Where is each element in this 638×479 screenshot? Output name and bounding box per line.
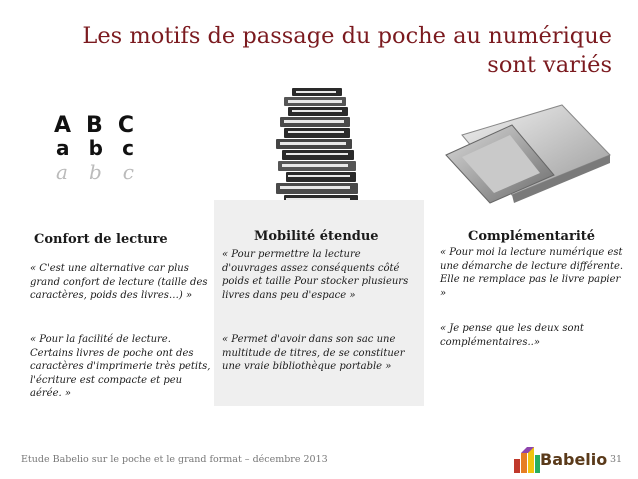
heading-confort: Confort de lecture xyxy=(34,232,168,247)
letter: a xyxy=(56,136,70,160)
uppercase-letters-row xyxy=(54,115,134,137)
book-stack-image xyxy=(262,83,372,211)
slide-title xyxy=(52,22,612,80)
letter: c xyxy=(122,160,134,184)
lowercase-letters-row xyxy=(54,137,134,159)
heading-complementarite: Complémentarité xyxy=(468,229,596,244)
laptop-and-ereader-image xyxy=(442,95,612,207)
letter: C xyxy=(117,113,134,138)
letter: B xyxy=(86,113,103,138)
letter: A xyxy=(54,113,72,138)
quote-confort-1: « C'est une alternative car plus grand confort de lecture (taille des caractères, poids des livres…) » xyxy=(30,263,208,301)
quote-mobilite-1: « Pour permettre la lecture d'ouvrages assez conséquents côté poids et taille Pour stocker plusieurs livres dans peu d'espace » xyxy=(222,249,409,301)
logo-wordmark: Babelio xyxy=(540,450,608,469)
letters-illustration xyxy=(54,115,164,195)
title-line-1: Les motifs de passage du poche au numérique xyxy=(82,23,612,49)
footer-text: Etude Babelio sur le poche et le grand format – décembre 2013 xyxy=(21,454,328,465)
letter: a xyxy=(56,160,68,184)
quote-complementarite-1: « Pour moi la lecture numérique est une démarche de lecture différente. Elle ne remplace pas le livre papier » xyxy=(440,247,624,299)
letter: b xyxy=(88,160,102,184)
letter: b xyxy=(88,136,103,160)
quote-complementarite-2: « Je pense que les deux sont complémentaires..» xyxy=(440,323,584,348)
script-letters-row xyxy=(54,159,134,185)
title-line-2: sont variés xyxy=(487,52,612,78)
heading-mobilite: Mobilité étendue xyxy=(254,229,379,244)
letter: c xyxy=(122,136,134,160)
page-number: 31 xyxy=(610,454,623,465)
quote-mobilite-2: « Permet d'avoir dans son sac une multitude de titres, de se constituer une vraie bibliothèque portable » xyxy=(222,334,405,372)
quote-confort-2: « Pour la facilité de lecture. Certains livres de poche ont des caractères d'imprimerie très petits, l'écriture est compacte et peu aérée. » xyxy=(30,334,211,399)
